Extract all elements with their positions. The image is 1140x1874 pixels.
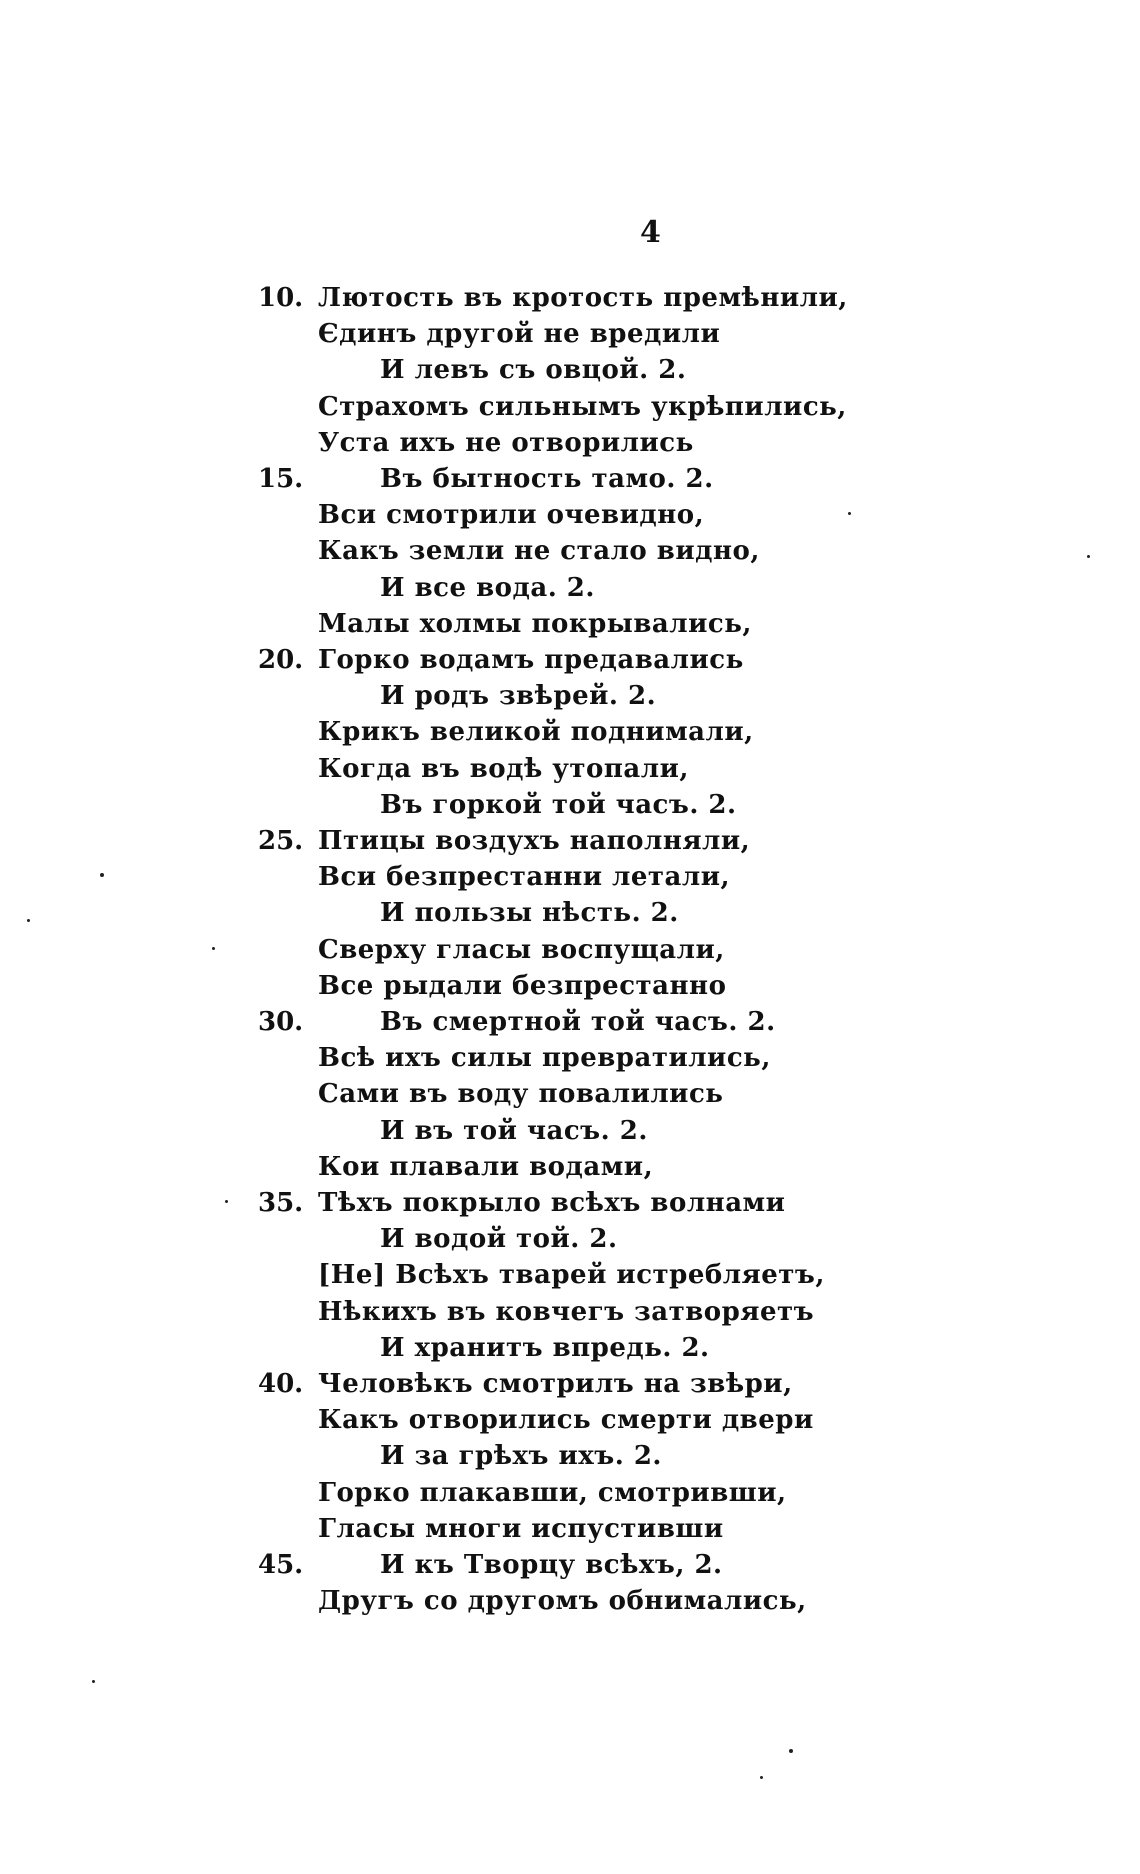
verse-line xyxy=(0,280,1140,316)
verse-text: Птицы воздухъ наполняли, xyxy=(318,826,751,856)
verse-text: Горко плакавши, смотривши, xyxy=(318,1478,787,1508)
scan-speck xyxy=(760,1776,763,1779)
verse-text: Сверху гласы воспущали, xyxy=(318,935,725,965)
verse-text: И въ той часъ. 2. xyxy=(380,1116,648,1146)
verse-text: Лютость въ кротость премѣнили, xyxy=(318,283,848,313)
verse-text: Уста ихъ не отворились xyxy=(318,428,694,458)
verse-line xyxy=(0,823,1140,859)
verse-text: И за грѣхъ ихъ. 2. xyxy=(380,1441,662,1471)
verse-text: Єдинъ другой не вредили xyxy=(318,319,721,349)
verse-text: Вси смотрили очевидно, xyxy=(318,500,705,530)
verse-line xyxy=(0,642,1140,678)
verse-line xyxy=(0,497,1140,533)
verse-line xyxy=(0,859,1140,895)
verse-line xyxy=(0,1185,1140,1221)
verse-text: И левъ съ овцой. 2. xyxy=(380,355,687,385)
verse-line xyxy=(0,787,1140,823)
line-number: 15. xyxy=(258,464,304,494)
line-number: 20. xyxy=(258,645,304,675)
verse-line xyxy=(0,352,1140,388)
verse-line xyxy=(0,570,1140,606)
verse-text: Страхомъ сильнымъ укрѣпились, xyxy=(318,392,847,422)
verse-text: Въ бытность тамо. 2. xyxy=(380,464,714,494)
scan-speck xyxy=(100,873,104,877)
line-number: 10. xyxy=(258,283,304,313)
line-number: 45. xyxy=(258,1550,304,1580)
verse-line xyxy=(0,1040,1140,1076)
scan-speck xyxy=(27,919,30,922)
verse-line xyxy=(0,1438,1140,1474)
verse-text: И хранитъ впредь. 2. xyxy=(380,1333,710,1363)
verse-text: Другъ со другомъ обнимались, xyxy=(318,1586,807,1616)
verse-text: [Не] Всѣхъ тварей истребляетъ, xyxy=(318,1260,825,1290)
verse-text: И все вода. 2. xyxy=(380,573,595,603)
verse-line xyxy=(0,1475,1140,1511)
verse-line xyxy=(0,1511,1140,1547)
scan-speck xyxy=(1087,555,1090,558)
verse-line xyxy=(0,1149,1140,1185)
line-number: 35. xyxy=(258,1188,304,1218)
scan-speck xyxy=(848,512,851,515)
verse-line xyxy=(0,1402,1140,1438)
verse-line xyxy=(0,389,1140,425)
verse-text: Сами въ воду повалились xyxy=(318,1079,724,1109)
line-number: 25. xyxy=(258,826,304,856)
verse-line xyxy=(0,1583,1140,1619)
verse-text: Нѣкихъ въ ковчегъ затворяетъ xyxy=(318,1297,815,1327)
verse-line xyxy=(0,316,1140,352)
verse-line xyxy=(0,714,1140,750)
verse-line xyxy=(0,932,1140,968)
verse-line xyxy=(0,461,1140,497)
verse-line xyxy=(0,1294,1140,1330)
verse-line xyxy=(0,1221,1140,1257)
verse-text: Гласы многи испустивши xyxy=(318,1514,724,1544)
verse-text: Все рыдали безпрестанно xyxy=(318,971,727,1001)
verse-text: И къ Творцу всѣхъ, 2. xyxy=(380,1550,723,1580)
verse-text: И пользы нѣсть. 2. xyxy=(380,898,679,928)
verse-line xyxy=(0,678,1140,714)
verse-line xyxy=(0,751,1140,787)
verse-text: Всѣ ихъ силы превратились, xyxy=(318,1043,771,1073)
scan-speck xyxy=(92,1680,95,1683)
scan-speck xyxy=(212,947,215,950)
verse-line xyxy=(0,895,1140,931)
verse-text: Кои плавали водами, xyxy=(318,1152,654,1182)
verse-line xyxy=(0,425,1140,461)
verse-text: Въ смертной той часъ. 2. xyxy=(380,1007,776,1037)
verse-line xyxy=(0,606,1140,642)
verse-text: И родъ звѣрей. 2. xyxy=(380,681,657,711)
verse-text: И водой той. 2. xyxy=(380,1224,618,1254)
scan-speck xyxy=(789,1749,793,1753)
verse-text: Вси безпрестанни летали, xyxy=(318,862,731,892)
scan-speck xyxy=(225,1200,228,1203)
verse-text: Какъ земли не стало видно, xyxy=(318,536,760,566)
verse-text: Въ горкой той часъ. 2. xyxy=(380,790,737,820)
verse-line xyxy=(0,1004,1140,1040)
verse-text: Какъ отворились смерти двери xyxy=(318,1405,814,1435)
verse-line xyxy=(0,1366,1140,1402)
verse-text: Малы холмы покрывались, xyxy=(318,609,752,639)
verse-line xyxy=(0,1257,1140,1293)
verse-line xyxy=(0,1547,1140,1583)
verse-line xyxy=(0,1076,1140,1112)
verse-text: Крикъ великой поднимали, xyxy=(318,717,754,747)
verse-text: Тѣхъ покрыло всѣхъ волнами xyxy=(318,1188,786,1218)
page-number: 4 xyxy=(640,215,661,250)
line-number: 40. xyxy=(258,1369,304,1399)
verse-line xyxy=(0,1330,1140,1366)
verse-line xyxy=(0,533,1140,569)
verse-line xyxy=(0,968,1140,1004)
verse-line xyxy=(0,1113,1140,1149)
verse-text: Горко водамъ предавались xyxy=(318,645,744,675)
verse-text: Когда въ водѣ утопали, xyxy=(318,754,689,784)
line-number: 30. xyxy=(258,1007,304,1037)
verse-text: Человѣкъ смотрилъ на звѣри, xyxy=(318,1369,793,1399)
